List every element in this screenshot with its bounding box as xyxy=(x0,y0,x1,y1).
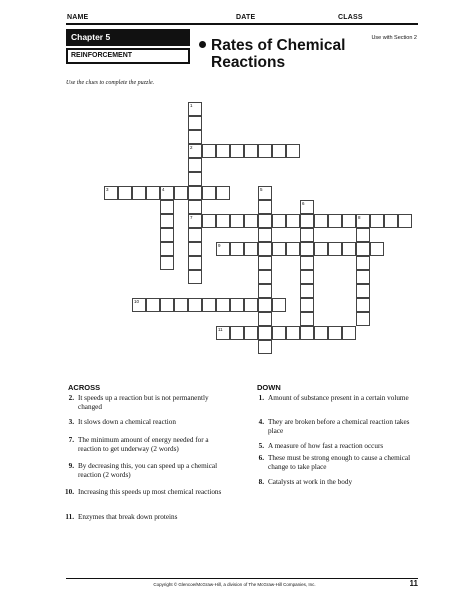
crossword-cell[interactable] xyxy=(300,256,314,270)
crossword-cell[interactable] xyxy=(202,298,216,312)
crossword-cell[interactable] xyxy=(230,144,244,158)
cell-number: 8 xyxy=(358,215,361,220)
crossword-cell[interactable] xyxy=(300,270,314,284)
crossword-cell[interactable] xyxy=(188,186,202,200)
crossword-cell[interactable] xyxy=(244,242,258,256)
crossword-cell[interactable] xyxy=(188,242,202,256)
clue-number: 9. xyxy=(68,462,74,470)
crossword-cell[interactable] xyxy=(188,200,202,214)
name-label: NAME xyxy=(67,14,89,21)
reinforcement-label: REINFORCEMENT xyxy=(68,50,188,62)
crossword-cell[interactable] xyxy=(300,326,314,340)
clue-number: 10. xyxy=(65,488,74,496)
crossword-cell[interactable] xyxy=(272,326,286,340)
crossword-cell[interactable] xyxy=(244,214,258,228)
crossword-cell[interactable] xyxy=(286,144,300,158)
crossword-cell[interactable] xyxy=(244,298,258,312)
down-heading: DOWN xyxy=(257,383,281,392)
across-clue xyxy=(60,436,228,453)
crossword-cell[interactable] xyxy=(258,228,272,242)
across-clue xyxy=(60,462,228,479)
crossword-cell[interactable] xyxy=(216,214,230,228)
crossword-cell[interactable] xyxy=(328,242,342,256)
crossword-cell[interactable] xyxy=(300,242,314,256)
crossword-cell[interactable] xyxy=(160,242,174,256)
crossword-cell[interactable] xyxy=(202,214,216,228)
crossword-cell[interactable] xyxy=(314,326,328,340)
clue-text: Increasing this speeds up most chemical reactions xyxy=(78,488,222,496)
page-number: 11 xyxy=(409,579,418,588)
crossword-cell[interactable] xyxy=(272,214,286,228)
crossword-cell[interactable] xyxy=(258,256,272,270)
across-clue xyxy=(60,513,228,522)
clue-number: 6. xyxy=(258,454,264,462)
crossword-cell[interactable] xyxy=(258,326,272,340)
crossword-cell[interactable] xyxy=(244,326,258,340)
crossword-cell[interactable] xyxy=(356,298,370,312)
crossword-cell[interactable] xyxy=(216,298,230,312)
crossword-cell[interactable] xyxy=(258,298,272,312)
crossword-cell[interactable] xyxy=(188,116,202,130)
crossword-cell[interactable] xyxy=(398,214,412,228)
crossword-cell[interactable] xyxy=(300,214,314,228)
clue-text: They are broken before a chemical reaction takes place xyxy=(268,418,410,435)
crossword-cell[interactable] xyxy=(216,144,230,158)
crossword-cell[interactable] xyxy=(328,326,342,340)
crossword-cell[interactable] xyxy=(272,144,286,158)
crossword-cell[interactable] xyxy=(174,186,188,200)
cell-number: 10 xyxy=(134,299,140,304)
crossword-cell[interactable] xyxy=(356,242,370,256)
crossword-cell[interactable] xyxy=(328,214,342,228)
crossword-cell[interactable] xyxy=(244,144,258,158)
cell-number: 11 xyxy=(218,327,223,332)
crossword-cell[interactable] xyxy=(356,270,370,284)
crossword-cell[interactable] xyxy=(258,270,272,284)
down-clue xyxy=(250,442,422,451)
clue-number: 5. xyxy=(258,442,264,450)
clue-text: These must be strong enough to cause a chemical change to take place xyxy=(268,454,411,471)
crossword-cell[interactable] xyxy=(174,298,188,312)
crossword-cell[interactable] xyxy=(258,200,272,214)
crossword-cell[interactable] xyxy=(356,256,370,270)
crossword-cell[interactable] xyxy=(230,242,244,256)
crossword-cell[interactable] xyxy=(132,186,146,200)
clue-text: By decreasing this, you can speed up a chemical reaction (2 words) xyxy=(78,462,218,479)
crossword-cell[interactable] xyxy=(300,312,314,326)
crossword-cell[interactable] xyxy=(258,214,272,228)
across-heading: ACROSS xyxy=(68,383,101,392)
cell-number: 1 xyxy=(190,103,193,108)
clue-number: 4. xyxy=(258,418,264,426)
clue-number: 3. xyxy=(68,418,74,426)
clue-text: It slows down a chemical reaction xyxy=(78,418,176,426)
crossword-cell[interactable] xyxy=(370,214,384,228)
crossword-cell[interactable] xyxy=(118,186,132,200)
crossword-cell[interactable] xyxy=(258,312,272,326)
title-line-1: Rates of Chemical xyxy=(211,37,346,54)
cell-number: 2 xyxy=(190,145,193,150)
crossword-cell[interactable] xyxy=(356,312,370,326)
clue-number: 7. xyxy=(68,436,74,444)
clue-number: 1. xyxy=(258,394,264,402)
down-clue xyxy=(250,454,422,471)
crossword-cell[interactable] xyxy=(300,228,314,242)
footer-rule xyxy=(66,578,418,579)
crossword-cell[interactable] xyxy=(188,130,202,144)
copyright: Copyright © Glencoe/McGraw-Hill, a division of The McGraw-Hill Companies, Inc. xyxy=(153,582,316,587)
crossword-cell[interactable] xyxy=(272,242,286,256)
down-clue xyxy=(250,394,422,403)
chapter-label: Chapter 5 xyxy=(66,29,190,46)
cell-number: 6 xyxy=(302,201,305,206)
crossword-cell[interactable] xyxy=(272,298,286,312)
crossword-cell[interactable] xyxy=(286,242,300,256)
crossword-cell[interactable] xyxy=(216,186,230,200)
crossword-cell[interactable] xyxy=(160,214,174,228)
across-clue xyxy=(60,394,228,411)
instructions: Use the clues to complete the puzzle. xyxy=(66,80,155,86)
crossword-cell[interactable] xyxy=(356,284,370,298)
crossword-cell[interactable] xyxy=(230,214,244,228)
crossword-cell[interactable] xyxy=(146,298,160,312)
clue-text: It speeds up a reaction but is not permanently changed xyxy=(78,394,209,411)
crossword-cell[interactable] xyxy=(384,214,398,228)
crossword-cell[interactable] xyxy=(146,186,160,200)
cell-number: 3 xyxy=(106,187,109,192)
cell-number: 7 xyxy=(190,215,193,220)
crossword-cell[interactable] xyxy=(342,242,356,256)
cell-number: 4 xyxy=(162,187,165,192)
date-label: DATE xyxy=(236,14,256,21)
crossword-cell[interactable] xyxy=(258,242,272,256)
crossword-cell[interactable] xyxy=(370,242,384,256)
crossword-cell[interactable] xyxy=(342,326,356,340)
crossword-cell[interactable] xyxy=(286,326,300,340)
crossword-cell[interactable] xyxy=(188,172,202,186)
crossword-cell[interactable] xyxy=(230,298,244,312)
crossword-cell[interactable] xyxy=(230,326,244,340)
crossword-cell[interactable] xyxy=(342,214,356,228)
clue-text: A measure of how fast a reaction occurs xyxy=(268,442,384,450)
title-line-2: Reactions xyxy=(211,54,286,71)
crossword-cell[interactable] xyxy=(188,158,202,172)
across-clue xyxy=(60,418,228,427)
crossword-cell[interactable] xyxy=(160,228,174,242)
crossword-cell[interactable] xyxy=(258,144,272,158)
crossword-cell[interactable] xyxy=(160,298,174,312)
clue-text: Enzymes that break down proteins xyxy=(78,513,178,521)
crossword-cell[interactable] xyxy=(160,200,174,214)
down-clue xyxy=(250,478,422,487)
down-clue xyxy=(250,418,422,435)
crossword-cell[interactable] xyxy=(300,298,314,312)
crossword-cell[interactable] xyxy=(188,256,202,270)
crossword-cell[interactable] xyxy=(258,284,272,298)
crossword-cell[interactable] xyxy=(314,242,328,256)
class-label: CLASS xyxy=(338,14,363,21)
across-clue xyxy=(60,488,228,497)
crossword-cell[interactable] xyxy=(188,228,202,242)
cell-number: 5 xyxy=(260,187,263,192)
crossword-cell[interactable] xyxy=(202,186,216,200)
crossword-cell[interactable] xyxy=(160,256,174,270)
crossword-cell[interactable] xyxy=(258,340,272,354)
crossword-cell[interactable] xyxy=(202,144,216,158)
cell-number: 9 xyxy=(218,243,221,248)
clue-text: Catalysts at work in the body xyxy=(268,478,353,486)
crossword-cell[interactable] xyxy=(314,214,328,228)
clue-number: 2. xyxy=(68,394,74,402)
crossword-cell[interactable] xyxy=(188,270,202,284)
clue-text: The minimum amount of energy needed for a reaction to get underway (2 words) xyxy=(78,436,209,453)
crossword-cell[interactable] xyxy=(188,298,202,312)
use-with-section: Use with Section 2 xyxy=(371,35,417,41)
crossword-cell[interactable] xyxy=(356,228,370,242)
clue-number: 11. xyxy=(65,513,74,521)
crossword-cell[interactable] xyxy=(300,284,314,298)
clue-text: Amount of substance present in a certain volume xyxy=(268,394,409,402)
crossword-cell[interactable] xyxy=(286,214,300,228)
clue-number: 8. xyxy=(258,478,264,486)
